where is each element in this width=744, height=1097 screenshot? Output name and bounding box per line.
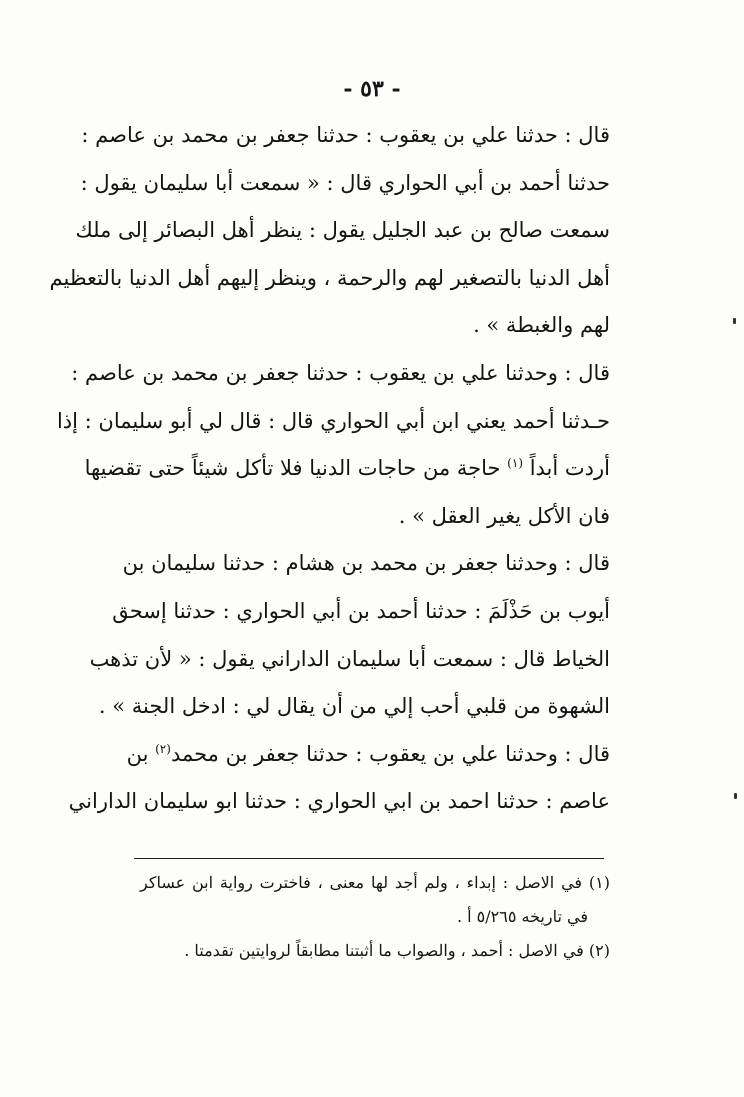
scan-speck xyxy=(734,793,737,799)
page-number: - ٥٣ - xyxy=(343,76,401,102)
body-line: قال : وحدثنا جعفر بن محمد بن هشام : حدثنا سليمان بن xyxy=(122,551,610,576)
footnote-divider xyxy=(134,858,604,859)
body-line: سمعت صالح بن عبد الجليل يقول : ينظر أهل البصائر إلى ملك xyxy=(75,218,610,243)
body-line: الخياط قال : سمعت أبا سليمان الداراني يقول : « لأن تذهب xyxy=(89,646,610,671)
body-text-fragment: بن xyxy=(126,741,149,766)
body-line: لهم والغبطة » . xyxy=(473,313,610,338)
body-text xyxy=(49,112,610,826)
body-line: حدثنا أحمد بن أبي الحواري قال : « سمعت أبا سليمان يقول : xyxy=(80,170,610,195)
body-line: قال : وحدثنا علي بن يعقوب : حدثنا جعفر بن محمد بن عاصم : xyxy=(71,360,610,385)
body-line: أهل الدنيا بالتصغير لهم والرحمة ، وينظر إليهم أهل الدنيا بالتعظيم xyxy=(49,265,610,290)
body-line: حـدثنا أحمد يعني ابن أبي الحواري قال : قال لي أبو سليمان : إذا xyxy=(56,408,610,433)
scan-speck xyxy=(733,318,736,324)
body-line: عاصم : حدثنا احمد بن ابي الحواري : حدثنا ابو سليمان الداراني xyxy=(68,789,610,814)
body-line-with-footnote xyxy=(84,445,610,493)
body-line: أيوب بن حَذْلَمَ : حدثنا أحمد بن أبي الحواري : حدثنا إسحق xyxy=(112,598,610,623)
body-line: فان الأكل يغير العقل » . xyxy=(398,503,610,528)
body-line: الشهوة من قلبي أحب إلي من أن يقال لي : ادخل الجنة » . xyxy=(98,694,610,719)
footnote-line: في تاريخه ٥/٢٦٥ أ . xyxy=(456,907,588,926)
footnote-ref-1: (١) xyxy=(507,456,523,471)
body-text-fragment: حاجة من حاجات الدنيا فلا تأكل شيئاً حتى تقضيها xyxy=(84,456,501,481)
footnote-ref-2: (٢) xyxy=(155,741,171,756)
body-line: قال : حدثنا علي بن يعقوب : حدثنا جعفر بن محمد بن عاصم : xyxy=(81,123,610,147)
body-line-with-footnote xyxy=(126,731,610,779)
body-text-fragment: أردت أبداً xyxy=(529,456,610,481)
footnotes xyxy=(140,866,610,968)
footnote-line: (١) في الاصل : إبداء ، ولم أجد لها معنى ، فاخترت رواية ابن عساكر xyxy=(140,873,610,892)
footnote-line: (٢) في الاصل : أحمد ، والصواب ما أثبتنا مطابقاً لروايتين تقدمتا . xyxy=(184,941,610,960)
body-text-fragment: قال : وحدثنا علي بن يعقوب : حدثنا جعفر بن محمد xyxy=(170,741,610,766)
